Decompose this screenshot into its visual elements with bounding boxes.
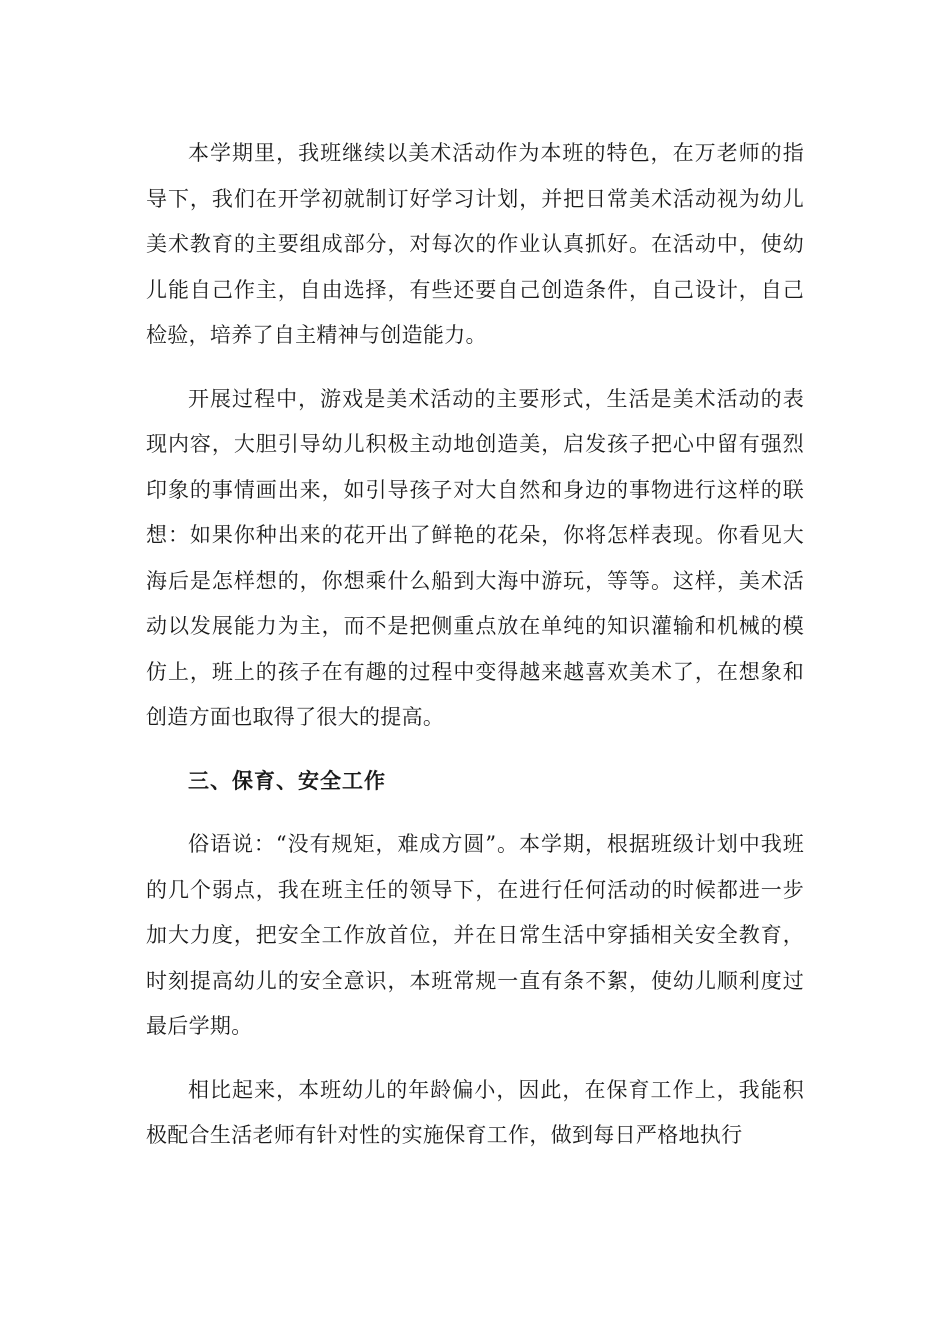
paragraph-gap xyxy=(146,741,804,759)
paragraph-safety: 俗语说：“没有规矩，难成方圆”。本学期，根据班级计划中我班的几个弱点，我在班主任的领导下，在进行任何活动的时候都进一步加大力度，把安全工作放首位，并在日常生活中穿插相关安全教育，时刻提高幼儿的安全意识，本班常规一直有条不絮，使幼儿顺利度过最后学期。 xyxy=(146,832,804,1038)
paragraph-activity-process: 开展过程中，游戏是美术活动的主要形式，生活是美术活动的表现内容，大胆引导幼儿积极主动地创造美，启发孩子把心中留有强烈印象的事情画出来，如引导孩子对大自然和身边的事物进行这样的联想：如果你种出来的花开出了鲜艳的花朵，你将怎样表现。你看见大海后是怎样想的，你想乘什么船到大海中游玩，等等。这样，美术活动以发展能力为主，而不是把侧重点放在单纯的知识灌输和机械的模仿上，班上的孩子在有趣的过程中变得越来越喜欢美术了，在想象和创造方面也取得了很大的提高。 xyxy=(146,386,804,729)
section-heading: 三、保育、安全工作 xyxy=(188,768,386,793)
paragraph-gap xyxy=(146,359,804,377)
paragraph-gap xyxy=(146,804,804,822)
paragraph-care-work: 相比起来，本班幼儿的年龄偏小，因此，在保育工作上，我能积极配合生活老师有针对性的实施保育工作，做到每日严格地执行 xyxy=(146,1077,804,1147)
paragraph-art-activities: 本学期里，我班继续以美术活动作为本班的特色，在万老师的指导下，我们在开学初就制订好学习计划，并把日常美术活动视为幼儿美术教育的主要组成部分，对每次的作业认真抓好。在活动中，使幼儿能自己作主，自由选择，有些还要自己创造条件，自己设计，自己检验，培养了自主精神与创造能力。 xyxy=(146,141,804,347)
document-page xyxy=(146,131,804,1159)
paragraph-gap xyxy=(146,1050,804,1068)
